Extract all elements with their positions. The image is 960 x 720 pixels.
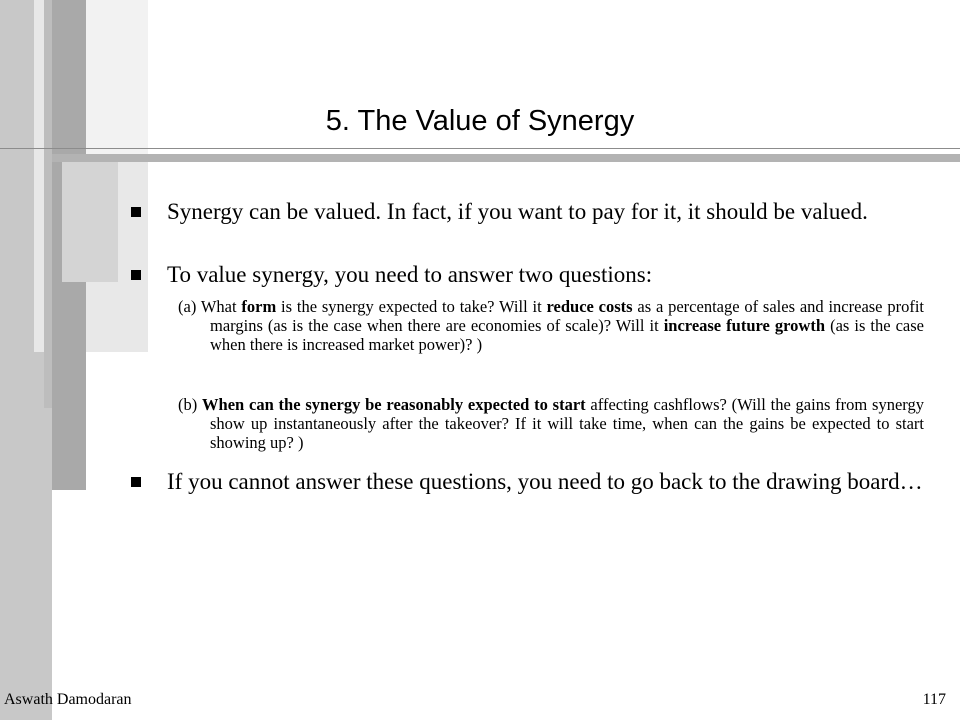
sub-b-text-2: affecting cashflows? (Will the gains from synergy show up instantaneously after the takeover? If it will take time, when can the gains be expected to start showing up? ) [210, 395, 924, 452]
sub-item-b [178, 395, 924, 452]
title-divider-thin [0, 148, 960, 149]
sub-b-bold-1: When can the synergy be reasonably expected to start [202, 395, 586, 414]
slide-title: 5. The Value of Synergy [325, 105, 635, 137]
sub-a-text-3: as a percentage of sales and increase profit margins (as is the case when there are economies of scale)? Will it [210, 297, 924, 335]
bullet-text-1: Synergy can be valued. In fact, if you want to pay for it, it should be valued. [167, 199, 868, 224]
sub-a-bold-2: reduce costs [546, 297, 633, 316]
footer-author: Aswath Damodaran [4, 691, 132, 708]
decor-bar-5 [62, 162, 118, 282]
bullet-marker-2 [131, 270, 141, 280]
bullet-text-3: If you cannot answer these questions, you need to go back to the drawing board… [167, 469, 923, 494]
sub-a-text-1: (a) What [178, 297, 242, 316]
sub-b-text-1: (b) [178, 395, 203, 414]
title-divider-thick [52, 154, 960, 162]
bullet-text-2: To value synergy, you need to answer two questions: [167, 262, 653, 287]
sub-item-a [178, 297, 924, 354]
bullet-marker-1 [131, 207, 141, 217]
sub-a-bold-1: form [241, 297, 277, 316]
bullet-marker-3 [131, 477, 141, 487]
footer-page-number: 117 [922, 691, 946, 708]
sub-a-text-2: is the synergy expected to take? Will it [276, 297, 547, 316]
sub-a-text-4: (as is the case when there is increased market power)? ) [210, 316, 924, 354]
sub-a-bold-3: increase future growth [663, 316, 826, 335]
